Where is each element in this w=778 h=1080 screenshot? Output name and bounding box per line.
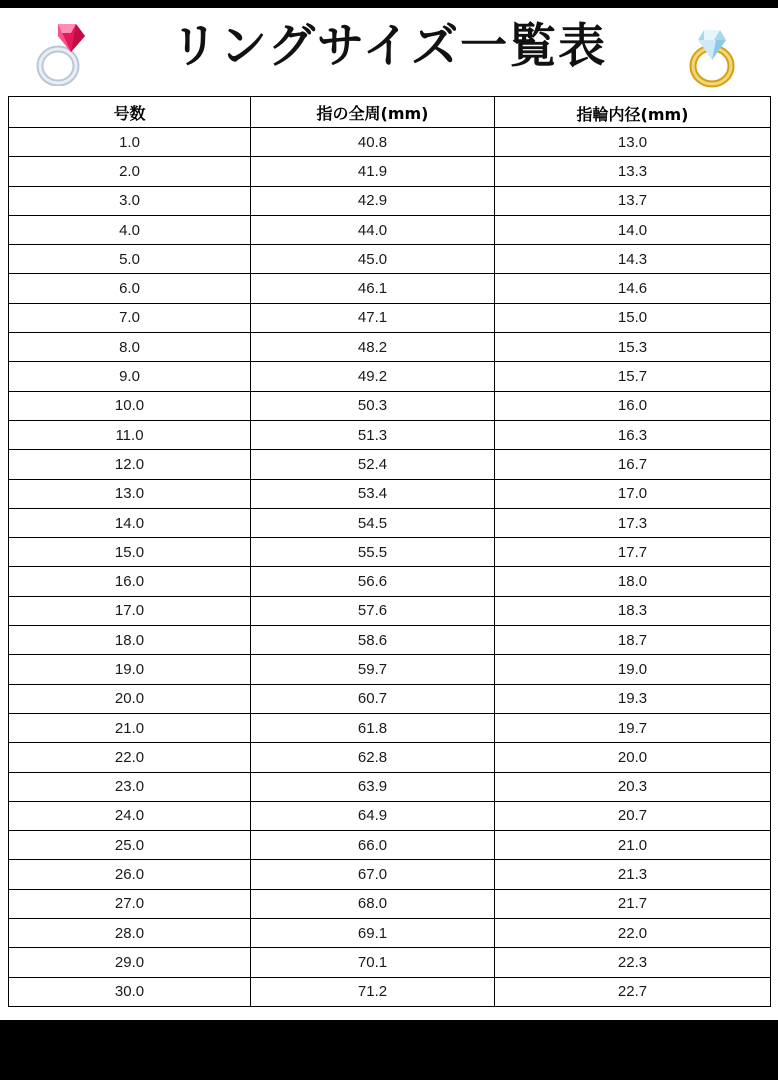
cell-size: 21.0 (9, 713, 251, 742)
table-row (9, 743, 771, 772)
table-row (9, 567, 771, 596)
cell-size: 2.0 (9, 157, 251, 186)
cell-size: 1.0 (9, 128, 251, 157)
table-row (9, 245, 771, 274)
cell-inner-diameter: 21.7 (495, 889, 771, 918)
cell-size: 19.0 (9, 655, 251, 684)
cell-circumference: 54.5 (251, 508, 495, 537)
table-row (9, 684, 771, 713)
cell-circumference: 69.1 (251, 919, 495, 948)
cell-size: 28.0 (9, 919, 251, 948)
cell-size: 17.0 (9, 596, 251, 625)
ring-diamond-gold-icon (676, 22, 746, 88)
cell-circumference: 56.6 (251, 567, 495, 596)
cell-inner-diameter: 16.0 (495, 391, 771, 420)
cell-size: 6.0 (9, 274, 251, 303)
table-row (9, 333, 771, 362)
table-row (9, 215, 771, 244)
cell-circumference: 41.9 (251, 157, 495, 186)
cell-circumference: 71.2 (251, 977, 495, 1006)
cell-circumference: 44.0 (251, 215, 495, 244)
cell-inner-diameter: 18.0 (495, 567, 771, 596)
cell-inner-diameter: 20.0 (495, 743, 771, 772)
cell-inner-diameter: 20.3 (495, 772, 771, 801)
cell-circumference: 49.2 (251, 362, 495, 391)
table-row (9, 831, 771, 860)
table-row (9, 801, 771, 830)
cell-inner-diameter: 18.3 (495, 596, 771, 625)
table-row (9, 596, 771, 625)
cell-circumference: 42.9 (251, 186, 495, 215)
table-row (9, 479, 771, 508)
cell-circumference: 51.3 (251, 420, 495, 449)
cell-size: 29.0 (9, 948, 251, 977)
cell-inner-diameter: 15.0 (495, 303, 771, 332)
table-row (9, 128, 771, 157)
table-row (9, 450, 771, 479)
cell-circumference: 68.0 (251, 889, 495, 918)
cell-size: 27.0 (9, 889, 251, 918)
cell-circumference: 67.0 (251, 860, 495, 889)
cell-circumference: 57.6 (251, 596, 495, 625)
cell-inner-diameter: 14.0 (495, 215, 771, 244)
cell-circumference: 46.1 (251, 274, 495, 303)
table-row (9, 186, 771, 215)
cell-inner-diameter: 17.0 (495, 479, 771, 508)
cell-inner-diameter: 13.7 (495, 186, 771, 215)
cell-inner-diameter: 17.3 (495, 508, 771, 537)
table-header (9, 97, 771, 128)
column-header-circumference: 指の全周(mm) (251, 97, 495, 128)
cell-size: 7.0 (9, 303, 251, 332)
table-row (9, 274, 771, 303)
cell-inner-diameter: 20.7 (495, 801, 771, 830)
cell-circumference: 59.7 (251, 655, 495, 684)
cell-inner-diameter: 22.3 (495, 948, 771, 977)
table-row (9, 157, 771, 186)
cell-inner-diameter: 22.7 (495, 977, 771, 1006)
cell-circumference: 63.9 (251, 772, 495, 801)
column-header-size: 号数 (9, 97, 251, 128)
ring-size-chart-sheet (0, 8, 778, 1020)
cell-size: 23.0 (9, 772, 251, 801)
ring-size-table (8, 96, 771, 1007)
cell-size: 12.0 (9, 450, 251, 479)
cell-inner-diameter: 17.7 (495, 538, 771, 567)
cell-circumference: 61.8 (251, 713, 495, 742)
table-row (9, 420, 771, 449)
table-body (9, 128, 771, 1007)
cell-circumference: 62.8 (251, 743, 495, 772)
table-row (9, 538, 771, 567)
table-row (9, 508, 771, 537)
document-header (0, 8, 778, 92)
page-title: リングサイズ一覧表 (170, 19, 608, 74)
table-row (9, 655, 771, 684)
table-row (9, 626, 771, 655)
cell-size: 25.0 (9, 831, 251, 860)
cell-size: 30.0 (9, 977, 251, 1006)
cell-inner-diameter: 13.0 (495, 128, 771, 157)
cell-size: 10.0 (9, 391, 251, 420)
cell-circumference: 52.4 (251, 450, 495, 479)
cell-size: 26.0 (9, 860, 251, 889)
cell-circumference: 48.2 (251, 333, 495, 362)
cell-size: 9.0 (9, 362, 251, 391)
table-row (9, 772, 771, 801)
cell-circumference: 50.3 (251, 391, 495, 420)
cell-inner-diameter: 15.7 (495, 362, 771, 391)
cell-circumference: 55.5 (251, 538, 495, 567)
cell-size: 3.0 (9, 186, 251, 215)
cell-inner-diameter: 19.3 (495, 684, 771, 713)
cell-inner-diameter: 13.3 (495, 157, 771, 186)
cell-inner-diameter: 22.0 (495, 919, 771, 948)
table-row (9, 977, 771, 1006)
table-row (9, 889, 771, 918)
cell-circumference: 60.7 (251, 684, 495, 713)
cell-circumference: 66.0 (251, 831, 495, 860)
cell-circumference: 47.1 (251, 303, 495, 332)
table-row (9, 362, 771, 391)
cell-size: 18.0 (9, 626, 251, 655)
cell-inner-diameter: 16.3 (495, 420, 771, 449)
cell-inner-diameter: 14.3 (495, 245, 771, 274)
table-header-row (9, 97, 771, 128)
table-row (9, 391, 771, 420)
cell-inner-diameter: 14.6 (495, 274, 771, 303)
cell-circumference: 70.1 (251, 948, 495, 977)
cell-size: 20.0 (9, 684, 251, 713)
cell-size: 14.0 (9, 508, 251, 537)
cell-circumference: 53.4 (251, 479, 495, 508)
cell-size: 16.0 (9, 567, 251, 596)
cell-circumference: 64.9 (251, 801, 495, 830)
cell-inner-diameter: 18.7 (495, 626, 771, 655)
table-row (9, 303, 771, 332)
cell-inner-diameter: 21.0 (495, 831, 771, 860)
table-row (9, 919, 771, 948)
table-row (9, 948, 771, 977)
cell-inner-diameter: 15.3 (495, 333, 771, 362)
cell-inner-diameter: 19.0 (495, 655, 771, 684)
cell-circumference: 40.8 (251, 128, 495, 157)
cell-size: 4.0 (9, 215, 251, 244)
table-row (9, 713, 771, 742)
ring-size-table-container (8, 96, 770, 1007)
table-row (9, 860, 771, 889)
column-header-inner-diameter: 指輪内径(mm) (495, 97, 771, 128)
cell-circumference: 58.6 (251, 626, 495, 655)
cell-size: 24.0 (9, 801, 251, 830)
cell-inner-diameter: 21.3 (495, 860, 771, 889)
cell-size: 8.0 (9, 333, 251, 362)
cell-inner-diameter: 19.7 (495, 713, 771, 742)
cell-inner-diameter: 16.7 (495, 450, 771, 479)
cell-size: 22.0 (9, 743, 251, 772)
cell-size: 11.0 (9, 420, 251, 449)
cell-size: 15.0 (9, 538, 251, 567)
cell-size: 5.0 (9, 245, 251, 274)
cell-circumference: 45.0 (251, 245, 495, 274)
cell-size: 13.0 (9, 479, 251, 508)
